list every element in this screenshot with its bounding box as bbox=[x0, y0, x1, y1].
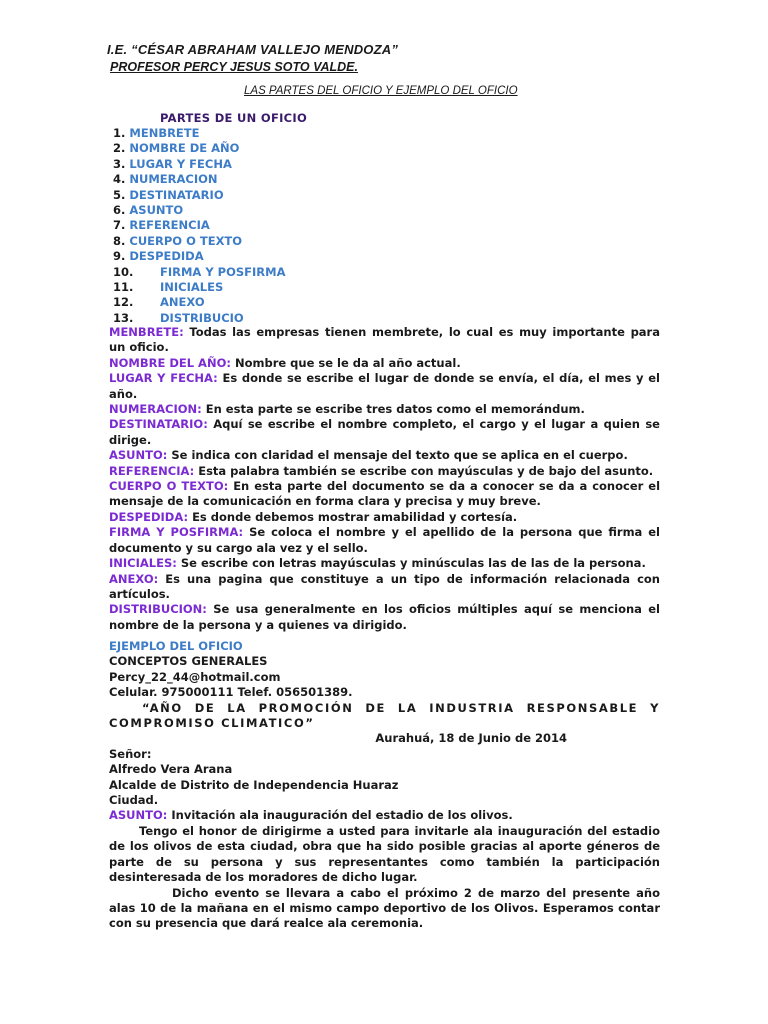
definition-paragraph bbox=[109, 556, 660, 571]
definition-term: DISTRIBUCION: bbox=[109, 602, 207, 617]
definition-text: En esta parte del documento se da a conocer se da a conocer el mensaje de la comunicación en forma clara y precisa y muy breve. bbox=[109, 479, 661, 509]
definition-text: Se indica con claridad el mensaje del texto que se aplica en el cuerpo. bbox=[167, 448, 628, 463]
item-number: 8. bbox=[113, 233, 126, 248]
definition-paragraph bbox=[109, 325, 660, 356]
document-title: LAS PARTES DEL OFICIO Y EJEMPLO DEL OFICIO bbox=[244, 85, 518, 97]
definition-term: INICIALES: bbox=[109, 556, 177, 571]
item-number: 11. bbox=[113, 279, 134, 294]
list-item bbox=[113, 188, 286, 203]
definition-term: DESTINATARIO: bbox=[109, 417, 208, 432]
item-number: 9. bbox=[113, 249, 126, 264]
item-number: 10. bbox=[113, 264, 134, 279]
section-title: PARTES DE UN OFICIO bbox=[160, 111, 308, 125]
definition-term: REFERENCIA: bbox=[109, 463, 195, 478]
list-item bbox=[113, 234, 286, 249]
definition-text: Se coloca el nombre y el apellido de la persona que firma el documento y su cargo ala vez y el sello. bbox=[109, 525, 660, 555]
item-label: DISTRIBUCIO bbox=[160, 310, 244, 325]
item-number: 5. bbox=[113, 187, 126, 202]
definition-paragraph bbox=[109, 464, 660, 479]
definition-term: LUGAR Y FECHA: bbox=[109, 371, 218, 386]
item-number: 6. bbox=[113, 202, 126, 217]
definition-term: CUERPO O TEXTO: bbox=[109, 479, 229, 494]
teacher-name-header: PROFESOR PERCY JESUS SOTO VALDE. bbox=[110, 60, 358, 74]
parts-list bbox=[113, 126, 286, 326]
item-label: CUERPO O TEXTO bbox=[129, 233, 243, 248]
definition-paragraph bbox=[109, 417, 660, 448]
school-name-header: I.E. “CÉSAR ABRAHAM VALLEJO MENDOZA” bbox=[107, 42, 399, 57]
item-number: 13. bbox=[113, 310, 134, 325]
definition-text: Aquí se escribe el nombre completo, el cargo y el lugar a quien se dirige. bbox=[109, 417, 660, 447]
definition-paragraph bbox=[109, 525, 660, 556]
list-item bbox=[113, 249, 286, 264]
example-heading: EJEMPLO DEL OFICIO bbox=[109, 639, 243, 653]
recipient-title: Alcalde de Distrito de Independencia Huaraz bbox=[109, 777, 399, 792]
definition-paragraph bbox=[109, 510, 660, 525]
item-label: REFERENCIA bbox=[129, 218, 210, 233]
list-item bbox=[113, 218, 286, 233]
item-label: INICIALES bbox=[160, 279, 224, 294]
list-item bbox=[113, 126, 286, 141]
year-name: “AÑO DE LA PROMOCIÓN DE LA INDUSTRIA RESPONSABLE Y COMPROMISO CLIMATICO” bbox=[109, 700, 660, 731]
definition-paragraph bbox=[109, 602, 660, 633]
item-label: NOMBRE DE AÑO bbox=[129, 141, 240, 156]
item-label: MENBRETE bbox=[129, 126, 200, 140]
body-paragraph: Tengo el honor de dirigirme a usted para invitarle ala inauguración del estadio de los olivos de esta ciudad, obra que ha sido posible gracias al aporte géneros de parte de su persona y sus representantes como también la participación desinteresada de los moradores de dicho lugar. bbox=[109, 823, 660, 885]
salutation: Señor: bbox=[109, 746, 152, 761]
definition-term: FIRMA Y POSFIRMA: bbox=[109, 525, 244, 540]
item-number: 1. bbox=[113, 126, 126, 140]
definition-paragraph bbox=[109, 479, 660, 510]
definition-text: Se escribe con letras mayúsculas y minúsculas las de las de la persona. bbox=[176, 556, 646, 571]
definition-text: Nombre que se le da al año actual. bbox=[230, 355, 461, 370]
subject-text: Invitación ala inauguración del estadio de los olivos. bbox=[167, 808, 513, 823]
concepts-line: CONCEPTOS GENERALES bbox=[109, 654, 268, 669]
item-number: 7. bbox=[113, 218, 126, 233]
definition-text: Todas las empresas tienen membrete, lo cual es muy importante para un oficio. bbox=[109, 325, 660, 355]
item-label: FIRMA Y POSFIRMA bbox=[160, 264, 286, 279]
phones-line: Celular. 975000111 Telef. 056501389. bbox=[109, 685, 353, 700]
list-item bbox=[113, 295, 286, 310]
place-date: Aurahuá, 18 de Junio de 2014 bbox=[375, 731, 567, 746]
item-label: LUGAR Y FECHA bbox=[129, 156, 232, 171]
list-item bbox=[113, 172, 286, 187]
email-line: Percy_22_44@hotmail.com bbox=[109, 669, 281, 684]
list-item bbox=[113, 141, 286, 156]
recipient-name: Alfredo Vera Arana bbox=[109, 762, 233, 777]
item-label: ANEXO bbox=[160, 295, 205, 310]
definition-paragraph bbox=[109, 371, 660, 402]
body-paragraph: Dicho evento se llevara a cabo el próximo 2 de marzo del presente año alas 10 de la mañana en el mismo campo deportivo de los Olivos. Esperamos contar con su presencia que dará realce ala ceremonia. bbox=[109, 885, 660, 931]
definition-text: Se usa generalmente en los oficios múltiples aquí se menciona el nombre de la persona y a quienes va dirigido. bbox=[109, 602, 660, 632]
definition-term: NOMBRE DEL AÑO: bbox=[109, 355, 231, 370]
definition-term: NUMERACION: bbox=[109, 402, 202, 417]
definition-term: ASUNTO: bbox=[109, 448, 168, 463]
list-item bbox=[113, 157, 286, 172]
list-item bbox=[113, 311, 286, 326]
item-number: 12. bbox=[113, 295, 134, 310]
definition-text: En esta parte se escribe tres datos como el memorándum. bbox=[201, 402, 585, 417]
example-letter bbox=[109, 639, 660, 932]
list-item bbox=[113, 203, 286, 218]
item-number: 3. bbox=[113, 156, 126, 171]
list-item bbox=[113, 280, 286, 295]
item-number: 2. bbox=[113, 141, 126, 156]
definition-paragraph bbox=[109, 448, 660, 463]
definition-text: Esta palabra también se escribe con mayúsculas y de bajo del asunto. bbox=[194, 463, 654, 478]
definition-text: Es donde debemos mostrar amabilidad y cortesía. bbox=[188, 509, 518, 524]
definition-term: ANEXO: bbox=[109, 571, 159, 586]
definition-term: DESPEDIDA: bbox=[109, 509, 189, 524]
definition-text: Es una pagina que constituye a un tipo de información relacionada con artículos. bbox=[109, 571, 660, 601]
definition-paragraph bbox=[109, 572, 660, 603]
definition-paragraph bbox=[109, 402, 660, 417]
item-label: DESPEDIDA bbox=[129, 249, 204, 264]
subject-line bbox=[109, 808, 660, 823]
subject-term: ASUNTO: bbox=[109, 808, 168, 823]
item-number: 4. bbox=[113, 172, 126, 187]
item-label: ASUNTO bbox=[129, 202, 184, 217]
list-item bbox=[113, 265, 286, 280]
definitions-section bbox=[109, 325, 660, 633]
item-label: DESTINATARIO bbox=[129, 187, 224, 202]
item-label: NUMERACION bbox=[129, 172, 218, 187]
recipient-city: Ciudad. bbox=[109, 793, 159, 808]
definition-paragraph bbox=[109, 356, 660, 371]
definition-text: Es donde se escribe el lugar de donde se envía, el día, el mes y el año. bbox=[109, 371, 660, 401]
definition-term: MENBRETE: bbox=[109, 325, 184, 339]
